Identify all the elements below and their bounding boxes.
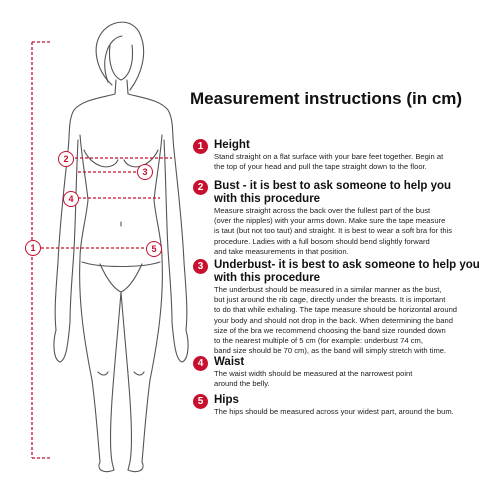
- instruction-text: The waist width should be measured at the narrowest point around the belly.: [214, 369, 413, 389]
- instruction-heading: Underbust- it is best to ask someone to help you with this procedure: [214, 259, 480, 284]
- number-badge: 5: [193, 394, 208, 409]
- number-badge: 2: [193, 180, 208, 195]
- instruction-text: The underbust should be measured in a similar manner as the bust, but just around the rib cage, directly under the breasts. It is important to do that while exhaling. The tape measure should be horizontal around your body and should not drop in the back. When determining the band size of the bra we recommend choosing the band size rounded down to the nearest multiple of 5 cm (for example: underbust 74 cm, band size should be 70 cm), as the band will simply stretch with time.: [214, 285, 458, 356]
- marker-underbust: 3: [137, 164, 153, 180]
- marker-hips: 5: [146, 241, 162, 257]
- instruction-heading: Height: [214, 139, 250, 151]
- instruction-height: [193, 139, 493, 172]
- instruction-text: Measure straight across the back over the fullest part of the bust (over the nipples) with your arms down. Make sure the tape measure is taut (but not too taut) and straight. It is best to wear a soft bra for this procedure. Ladies with a full bosom should bend slightly forward and take measurements in that position.: [214, 206, 453, 256]
- number-badge: 3: [193, 259, 208, 274]
- instruction-text: Stand straight on a flat surface with your bare feet together. Begin at the top of your head and pull the tape straight down to the floor.: [214, 152, 444, 172]
- number-badge: 1: [193, 139, 208, 154]
- instruction-waist: [193, 356, 493, 389]
- instruction-heading: Hips: [214, 394, 239, 406]
- instruction-text: The hips should be measured across your widest part, around the bum.: [214, 407, 454, 416]
- instruction-heading: Waist: [214, 356, 245, 368]
- instruction-bust: [193, 180, 493, 257]
- instruction-hips: [193, 394, 493, 417]
- instruction-heading: Bust - it is best to ask someone to help you with this procedure: [214, 180, 452, 205]
- instruction-underbust: [193, 259, 493, 356]
- marker-bust: 2: [58, 151, 74, 167]
- number-badge: 4: [193, 356, 208, 371]
- page-title: Measurement instructions (in cm): [190, 89, 463, 108]
- body-outline: [54, 22, 188, 471]
- marker-waist: 4: [63, 191, 79, 207]
- marker-height: 1: [25, 240, 41, 256]
